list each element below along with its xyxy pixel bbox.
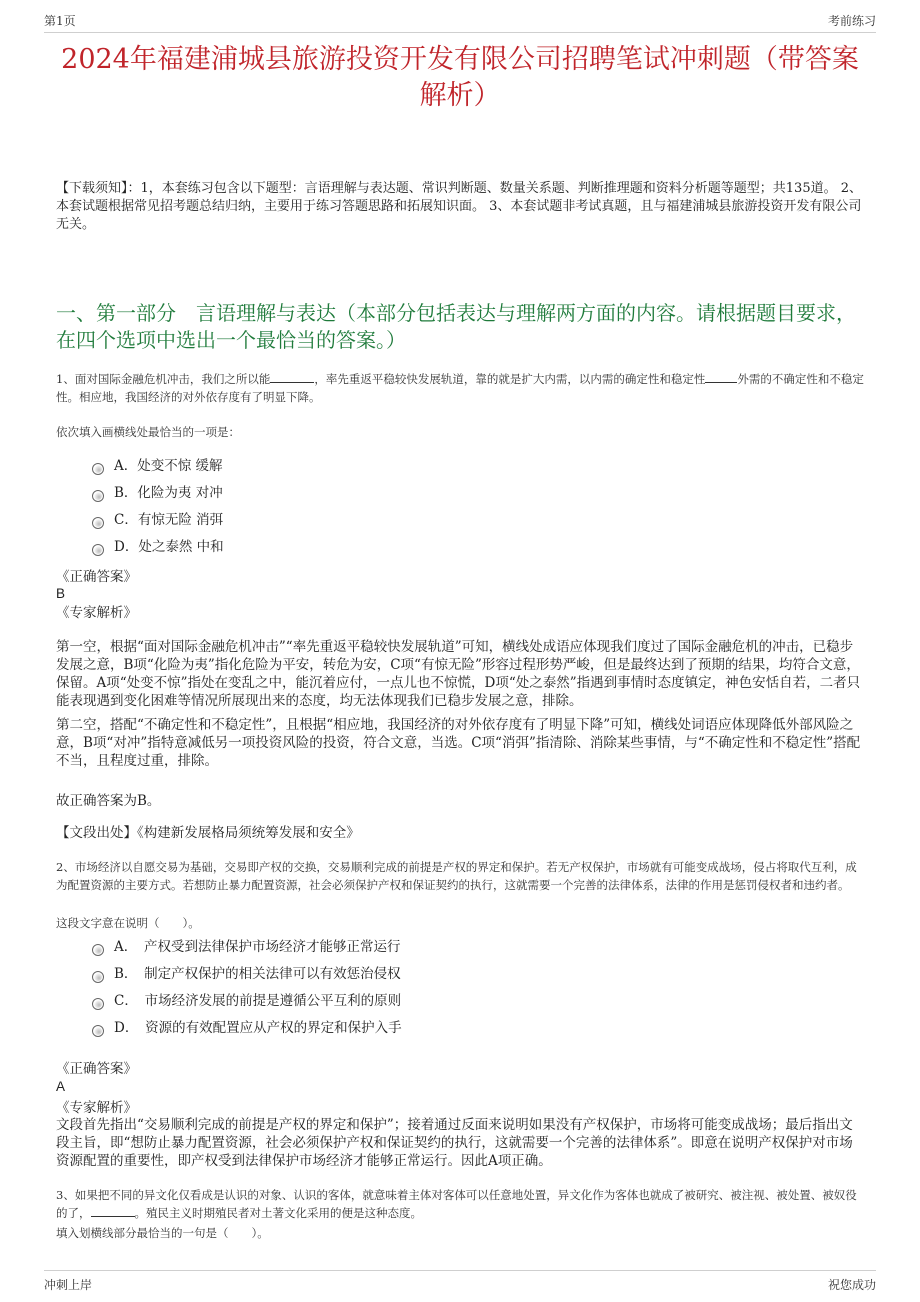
answer-label: 《正确答案》 (56, 569, 137, 585)
analysis-paragraph: 第二空，搭配“不确定性和不稳定性”，且根据“相应地，我国经济的对外依存度有了明显下降”可知，横线处词语应体现降低外部风险之意，B项“对冲”指特意减低另一项投资风险的投资，符合文意，当选。C项“消弭”指清除、消除某些事情，与“不确定性和不稳定性”搭配不当，且程度过重，排除。 (56, 717, 861, 769)
section-heading: 一、第一部分 言语理解与表达（本部分包括表达与理解两方面的内容。请根据题目要求，在四个选项中选出一个最恰当的答案。） (56, 301, 856, 352)
radio-icon[interactable] (92, 463, 104, 475)
option-label: D． 资源的有效配置应从产权的界定和保护入手 (114, 1020, 402, 1036)
source-citation: 【文段出处】《构建新发展格局须统筹发展和安全》 (56, 825, 360, 841)
radio-icon[interactable] (92, 944, 104, 956)
q1-stem-part: 1、面对国际金融危机冲击，我们之所以能 (56, 372, 271, 386)
question-3-prompt: 填入划横线部分最恰当的一句是（ ）。 (56, 1226, 269, 1240)
question-2-prompt: 这段文字意在说明（ ）。 (56, 916, 200, 930)
footer-right: 祝您成功 (827, 1278, 876, 1292)
radio-icon[interactable] (92, 971, 104, 983)
page-number: 第1页 (44, 14, 76, 28)
option-a[interactable] (92, 453, 224, 480)
page-header (44, 12, 876, 33)
analysis-paragraph: 文段首先指出“交易顺利完成的前提是产权的界定和保护”；接着通过反面来说明如果没有产权保护，市场将可能变成战场；最后指出文段主旨，即“想防止暴力配置资源，社会必须保护产权和保证契约的执行，这就需要一个完善的法律体系”。即意在说明产权保护对市场资源配置的重要性，即产权受到法律保护市场经济才能够正常运行。因此A项正确。 (56, 1117, 853, 1169)
option-label: A． 产权受到法律保护市场经济才能够正常运行 (114, 939, 401, 955)
page-footer (44, 1270, 876, 1293)
blank-line (705, 370, 737, 383)
analysis-conclusion: 故正确答案为B。 (56, 793, 161, 809)
option-label: B． 制定产权保护的相关法律可以有效惩治侵权 (114, 966, 401, 982)
document-title: 2024年福建浦城县旅游投资开发有限公司招聘笔试冲刺题（带答案解析） (61, 44, 859, 111)
question-1-stem (56, 370, 864, 406)
option-label: C．有惊无险 消弭 (114, 512, 224, 528)
question-1-prompt: 依次填入画横线处最恰当的一项是： (56, 425, 240, 439)
q3-stem-part: 。殖民主义时期殖民者对土著文化采用的便是这种态度。 (134, 1206, 422, 1220)
question-1-options (92, 453, 224, 561)
option-b[interactable] (92, 961, 402, 988)
answer-value: B (56, 586, 66, 601)
option-d[interactable] (92, 534, 224, 561)
radio-icon[interactable] (92, 998, 104, 1010)
option-a[interactable] (92, 934, 402, 961)
option-label: B．化险为夷 对冲 (114, 485, 223, 501)
blank-line (91, 1204, 135, 1217)
blank-line (270, 370, 314, 383)
answer-value: A (56, 1079, 66, 1094)
radio-icon[interactable] (92, 1025, 104, 1037)
radio-icon[interactable] (92, 517, 104, 529)
radio-icon[interactable] (92, 490, 104, 502)
option-label: C． 市场经济发展的前提是遵循公平互利的原则 (114, 993, 402, 1009)
option-c[interactable] (92, 507, 224, 534)
footer-left: 冲刺上岸 (44, 1278, 93, 1292)
analysis-label: 《专家解析》 (56, 605, 137, 621)
q1-stem-part: 外需的不确定性和不稳定性。相应地，我国经济的对外依存度有了明显下降。 (56, 372, 864, 404)
option-label: D．处之泰然 中和 (114, 539, 224, 555)
option-d[interactable] (92, 1015, 402, 1042)
option-b[interactable] (92, 480, 224, 507)
question-3-stem (56, 1186, 864, 1222)
header-tag: 考前练习 (827, 14, 876, 28)
answer-label: 《正确答案》 (56, 1061, 137, 1077)
option-label: A．处变不惊 缓解 (114, 458, 223, 474)
q1-stem-part: ，率先重返平稳较快发展轨道，靠的就是扩大内需，以内需的确定性和稳定性 (314, 372, 706, 386)
download-notice: 【下载须知】：1，本套练习包含以下题型：言语理解与表达题、常识判断题、数量关系题、判断推理题和资料分析题等题型；共135道。 2、本套试题根据常见招考题总结归纳，主要用于练习答题思路和拓展知识面。 3、本套试题非考试真题，且与福建浦城县旅游投资开发有限公司无关。 (56, 181, 862, 232)
question-2-stem: 2、市场经济以自愿交易为基础，交易即产权的交换，交易顺利完成的前提是产权的界定和保护。若无产权保护，市场就有可能变成战场，侵占将取代互利，成为配置资源的主要方式。若想防止暴力配置资源，社会必须保护产权和保证契约的执行，这就需要一个完善的法律体系，法律的作用是惩罚侵权者和违约者。 (56, 860, 857, 892)
question-2-options (92, 934, 402, 1042)
q3-stem-part: 3、如果把不同的异文化仅看成是认识的对象、认识的客体，就意味着主体对客体可以任意地处置，异文化作为客体也就成了被研究、被注视、被处置、被奴役的了， (56, 1188, 857, 1220)
option-c[interactable] (92, 988, 402, 1015)
analysis-label: 《专家解析》 (56, 1100, 137, 1116)
radio-icon[interactable] (92, 544, 104, 556)
analysis-paragraph: 第一空，根据“面对国际金融危机冲击”“率先重返平稳较快发展轨道”可知，横线处成语应体现我们度过了国际金融危机的冲击，已稳步发展之意，B项“化险为夷”指化危险为平安，转危为安，C项“有惊无险”形容过程形势严峻，但是最终达到了预期的结果，均符合文意，保留。A项“处变不惊”指处在变乱之中，能沉着应付，一点儿也不惊慌，D项“处之泰然”指遇到事情时态度镇定，神色安恬自若，二者只能表现遇到变化困难等情况所展现出来的态度，均无法体现我们已稳步发展之意，排除。 (56, 639, 861, 709)
